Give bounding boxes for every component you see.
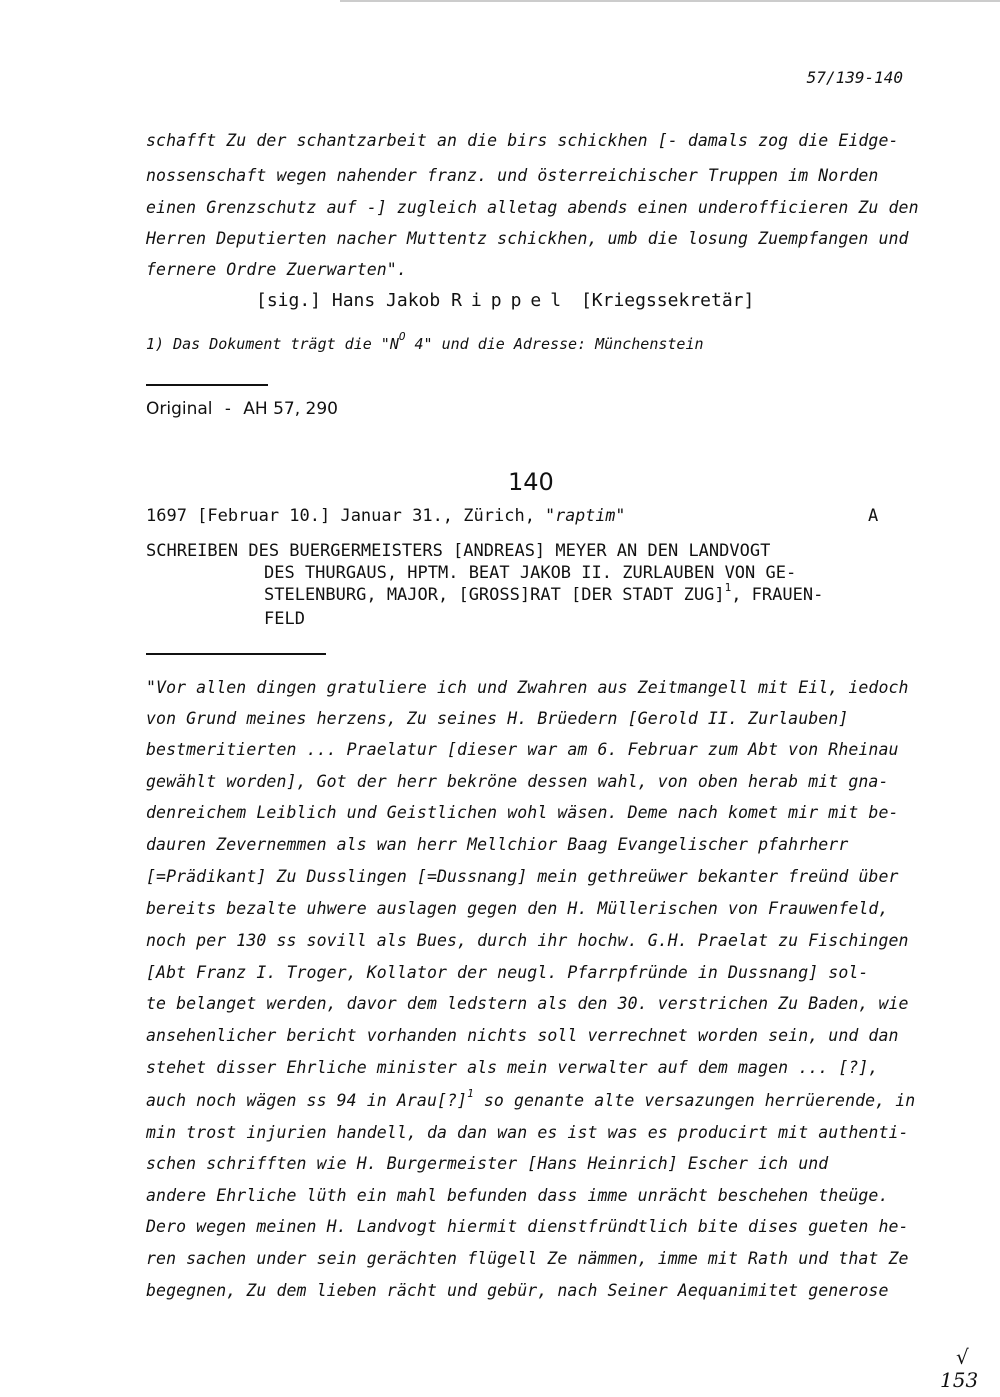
heading-line-1: SCHREIBEN DES BUERGERMEISTERS [ANDREAS] MEYER AN DEN LANDVOGT [146, 541, 771, 561]
heading-footnote-ref: 1 [724, 581, 732, 594]
body-line-12: ansehenlicher bericht vorhanden nichts soll verrechnet worden sein, und dan [146, 1026, 899, 1045]
heading-line-3-tail: , FRAUEN- [731, 585, 824, 605]
footnote-divider [146, 384, 268, 386]
heading-line-4: FELD [264, 609, 305, 629]
body-line-20: begegnen, Zu dem lieben rächt und gebür, nach Seiner Aequanimitet generose [146, 1281, 889, 1300]
body-line-2: von Grund meines herzens, Zu seines H. Brüedern [Gerold II. Zurlauben] [146, 709, 849, 728]
page-reference: 57/139-140 [806, 68, 903, 87]
original-reference [146, 399, 338, 419]
top-edge-line [340, 0, 1000, 2]
body-line-1: "Vor allen dingen gratuliere ich und Zwahren aus Zeitmangell mit Eil, iedoch [146, 678, 909, 697]
body-line-19: ren sachen under sein gerächten flügell Ze nämmen, imme mit Rath und that Ze [146, 1249, 909, 1268]
heading-line-2: DES THURGAUS, HPTM. BEAT JAKOB II. ZURLAUBEN VON GE- [264, 563, 797, 583]
document-date: 1697 [Februar 10.] Januar 31., Zürich, [146, 506, 546, 526]
body-line-5: denreichem Leiblich und Geistlichen wohl wäsen. Deme nach komet mir mit be- [146, 803, 899, 822]
body-line-6: dauren Zevernemmen als wan herr Mellchior Baag Evangelischer pfahrherr [146, 835, 849, 854]
original-label: Original [146, 399, 213, 419]
body-line-18: Dero wegen meinen H. Landvogt hiermit dienstfründtlich bite dises gueten he- [146, 1217, 909, 1236]
document-number: 140 [508, 468, 554, 496]
body-line-14-tail: so genante alte versazungen herrüerende, in [473, 1091, 916, 1110]
body-line-14 [146, 1087, 916, 1110]
footnote-text-a: 1) Das Dokument trägt die "N [146, 335, 399, 353]
body-line-8: bereits bezalte uhwere auslagen gegen den H. Müllerischen von Frauwenfeld, [146, 899, 889, 918]
prev-text-line-2: nossenschaft wegen nahender franz. und österreichischer Truppen im Norden [146, 166, 879, 185]
prev-text-line-3: einen Grenzschutz auf -] zugleich alletag abends einen underofficieren Zu den [146, 198, 919, 217]
signature-line [256, 290, 754, 311]
body-line-7: [=Prädikant] Zu Dusslingen [=Dussnang] mein gethreüwer bekanter freünd über [146, 867, 899, 886]
footnote [146, 330, 704, 353]
heading-line-3-text: STELENBURG, MAJOR, [GROSS]RAT [DER STADT ZUG] [264, 585, 725, 605]
body-line-17: andere Ehrliche lüth ein mahl befunden dass imme unrächt beschehen theüge. [146, 1186, 889, 1205]
document-type-marker: A [868, 506, 879, 526]
raptim-note: "raptim" [545, 506, 626, 525]
prev-text-line-5: fernere Ordre Zuerwarten". [146, 260, 407, 279]
original-archive-ref: AH 57, 290 [243, 399, 338, 419]
footnote-superscript: O [398, 330, 406, 343]
document-date-line [146, 506, 879, 526]
signature-suffix: [Kriegssekretär] [570, 290, 755, 311]
prev-text-line-4: Herren Deputierten nacher Muttentz schickhen, umb die losung Zuempfangen und [146, 229, 909, 248]
check-mark: √ [956, 1345, 969, 1369]
document-heading [146, 540, 823, 630]
body-line-14-text: auch noch wägen ss 94 in Arau[?] [146, 1091, 468, 1110]
original-dash: - [212, 399, 244, 419]
heading-line-3 [146, 581, 824, 608]
footnote-text-b: 4" und die Adresse: Münchenstein [405, 335, 704, 353]
signature-name: Rippel [451, 290, 571, 311]
heading-divider [146, 653, 326, 655]
body-footnote-ref: 1 [467, 1087, 474, 1100]
body-line-15: min trost injurien handell, da dan wan es ist was es producirt mit authenti- [146, 1123, 909, 1142]
body-line-16: schen schrifften wie H. Burgermeister [Hans Heinrich] Escher ich und [146, 1154, 829, 1173]
body-line-4: gewählt worden], Got der herr bekröne dessen wahl, von oben herab mit gna- [146, 772, 889, 791]
body-line-3: bestmeritierten ... Praelatur [dieser war am 6. Februar zum Abt von Rheinau [146, 740, 899, 759]
body-line-13: stehet disser Ehrliche minister als mein verwalter auf dem magen ... [?], [146, 1058, 879, 1077]
prev-text-line-1: schafft Zu der schantzarbeit an die birs schickhen [- damals zog die Eidge- [146, 131, 899, 150]
folio-handwritten: 153 [940, 1368, 979, 1392]
body-line-9: noch per 130 ss sovill als Bues, durch ihr hochw. G.H. Praelat zu Fischingen [146, 931, 909, 950]
signature-prefix: [sig.] Hans Jakob [256, 290, 452, 311]
body-line-11: te belanget werden, davor dem ledstern als den 30. verstrichen Zu Baden, wie [146, 994, 909, 1013]
body-line-10: [Abt Franz I. Troger, Kollator der neugl. Pfarrpfründe in Dussnang] sol- [146, 963, 869, 982]
